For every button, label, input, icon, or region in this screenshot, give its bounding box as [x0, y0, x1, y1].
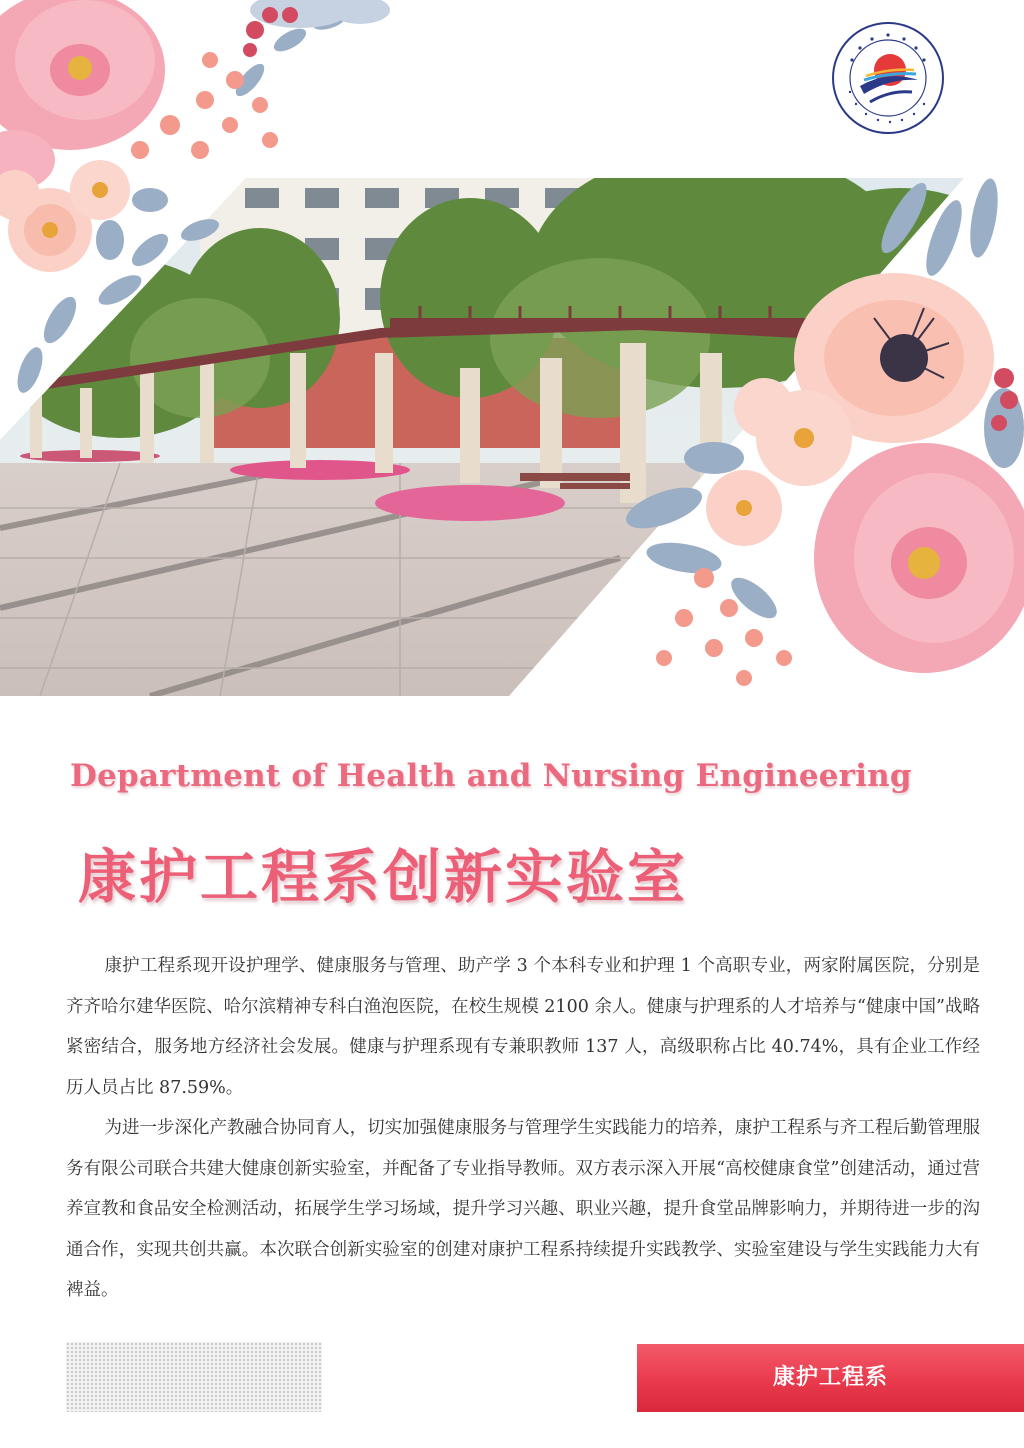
floral-decoration-top-left: [0, 0, 400, 440]
department-badge: 康护工程系: [637, 1344, 1024, 1412]
chinese-title: 康护工程系创新实验室: [78, 843, 689, 911]
school-logo: [830, 20, 946, 136]
dotted-decoration-block: [66, 1342, 322, 1412]
floral-decoration-right: [604, 178, 1024, 698]
english-title: Department of Health and Nursing Engineering: [70, 758, 912, 794]
paragraph-lab: 为进一步深化产教融合协同育人，切实加强健康服务与管理学生实践能力的培养，康护工程系与齐工程后勤管理服务有限公司联合共建大健康创新实验室，并配备了专业指导教师。双方表示深入开展“高校健康食堂”创建活动，通过营养宣教和食品安全检测活动，拓展学生学习场域，提升学习兴趣、职业兴趣，提升食堂品牌影响力，并期待进一步的沟通合作，实现共创共赢。本次联合创新实验室的创建对康护工程系持续提升实践教学、实验室建设与学生实践能力大有裨益。: [66, 1118, 980, 1300]
article-body: [66, 946, 980, 1311]
paragraph-intro: 康护工程系现开设护理学、健康服务与管理、助产学 3 个本科专业和护理 1 个高职专业，两家附属医院，分别是齐齐哈尔建华医院、哈尔滨精神专科白渔泡医院，在校生规模 2100 余人。健康与护理系的人才培养与“健康中国”战略紧密结合，服务地方经济社会发展。健康与护理系现有专兼职教师 137 人，高级职称占比 40.74%，具有企业工作经历人员占比 87.59%。: [66, 956, 980, 1098]
